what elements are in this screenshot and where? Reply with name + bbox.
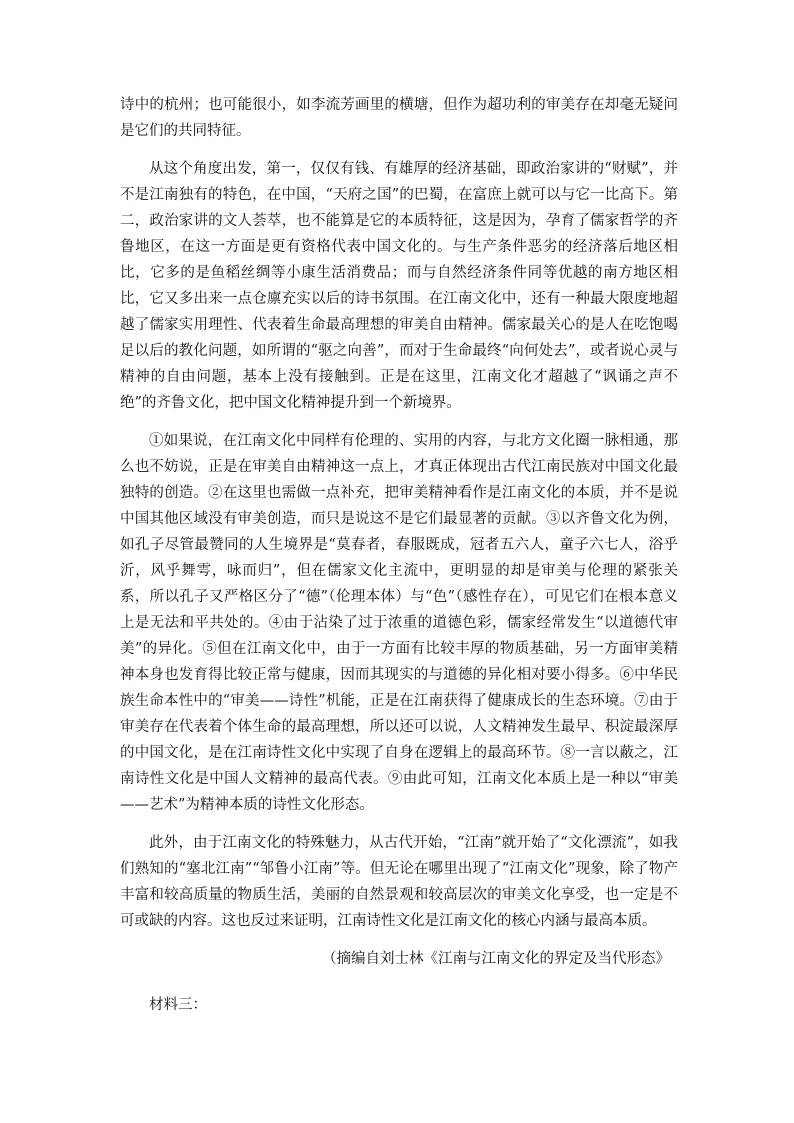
- paragraph-perspective: 从这个角度出发，第一，仅仅有钱、有雄厚的经济基础，即政治家讲的“财赋”，并不是江南独有的特色，在中国，“天府之国”的巴蜀，在富庶上就可以与它一比高下。第二，政治家讲的文人荟萃，也不能算是它的本质特征，这是因为，孕育了儒家哲学的齐鲁地区，在这一方面是更有资格代表中国文化的。与生产条件恶劣的经济落后地区相比，它多的是鱼稻丝绸等小康生活消费品；而与自然经济条件同等优越的南方地区相比，它又多出来一点仓廪充实以后的诗书氛围。在江南文化中，还有一种最大限度地超越了儒家实用理性、代表着生命最高理想的审美自由精神。儒家最关心的是人在吃饱喝足以后的教化问题，如所谓的“驱之向善”，而对于生命最终“向何处去”，或者说心灵与精神的自由问题，基本上没有接触到。正是在这里，江南文化才超越了“讽诵之声不绝”的齐鲁文化，把中国文化精神提升到一个新境界。: [120, 161, 678, 411]
- source-citation: （摘编自刘士林《江南与江南文化的界定及当代形态》: [322, 951, 670, 967]
- document-page: [120, 92, 678, 1018]
- material-label: 材料三：: [149, 997, 207, 1013]
- paragraph-numbered-sentences: ①如果说，在江南文化中同样有伦理的、实用的内容，与北方文化圈一脉相通，那么也不妨说，正是在审美自由精神这一点上，才真正体现出古代江南民族对中国文化最独特的创造。②在这里也需做一点补充，把审美精神看作是江南文化的本质，并不是说中国其他区域没有审美创造，而只是说这不是它们最显著的贡献。③以齐鲁文化为例，如孔子尽管最赞同的人生境界是“莫春者，春服既成，冠者五六人，童子六七人，浴乎沂，风乎舞雩，咏而归”，但在儒家文化主流中，更明显的却是审美与伦理的紧张关系，所以孔子又严格区分了“德”（伦理本体）与“色”（感性存在），可见它们在根本意义上是无法和平共处的。④由于沾染了过于浓重的道德色彩，儒家经常发生“以道德代审美”的异化。⑤但在江南文化中，由于一方面有比较丰厚的物质基础，另一方面审美精神本身也发育得比较正常与健康，因而其现实的与道德的异化相对要小得多。⑥中华民族生命本性中的“审美——诗性”机能，正是在江南获得了健康成长的生态环境。⑦由于审美存在代表着个体生命的最高理想，所以还可以说，人文精神发生最早、积淀最深厚的中国文化，是在江南诗性文化中实现了自身在逻辑上的最高环节。⑧一言以蔽之，江南诗性文化是中国人文精神的最高代表。⑨由此可知，江南文化本质上是一种以“审美——艺术”为精神本质的诗性文化形态。: [120, 433, 678, 813]
- paragraph-continuation: 诗中的杭州；也可能很小，如李流芳画里的横塘，但作为超功利的审美存在却毫无疑问是它们的共同特征。: [120, 97, 678, 139]
- paragraph-cultural-drift: 此外，由于江南文化的特殊魅力，从古代开始，“江南”就开始了“文化漂流”，如我们熟知的“塞北江南”“邹鲁小江南”等。但无论在哪里出现了“江南文化”现象，除了物产丰富和较高质量的物质生活，美丽的自然景观和较高层次的审美文化享受，也一定是不可或缺的内容。这也反过来证明，江南诗性文化是江南文化的核心内涵与最高本质。: [120, 835, 678, 929]
